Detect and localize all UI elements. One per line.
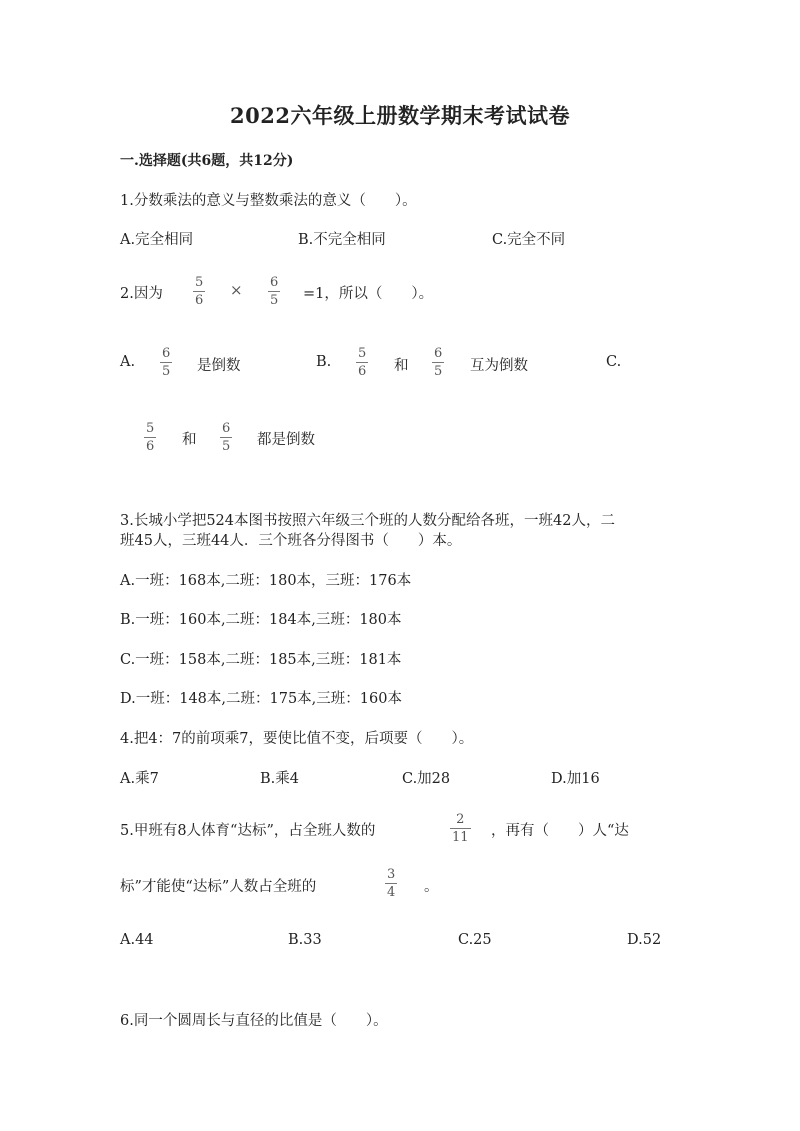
fraction-denominator: 5 <box>434 364 443 379</box>
fraction-numerator: 6 <box>162 346 171 361</box>
question-2-option-b-label: B. <box>316 354 332 370</box>
question-4-option-d: D.加16 <box>551 771 600 787</box>
fraction-numerator: 6 <box>434 346 443 361</box>
question-1-option-a: A.完全相同 <box>120 232 194 248</box>
fraction-denominator: 5 <box>270 293 279 308</box>
question-2-option-b-and: 和 <box>394 358 409 374</box>
question-4-option-c: C.加28 <box>402 771 451 787</box>
section-heading: 一.选择题(共6题，共12分) <box>120 153 294 169</box>
question-5-fraction-3-4 <box>385 868 397 900</box>
question-2-option-b-fraction-1 <box>356 347 368 379</box>
question-5-fraction-2-11 <box>450 813 471 845</box>
question-6-stem: 6.同一个圆周长与直径的比值是（ ）。 <box>120 1013 388 1029</box>
fraction-bar <box>193 291 205 292</box>
fraction-bar <box>268 291 280 292</box>
question-2-option-c-text: 都是倒数 <box>257 432 315 448</box>
fraction-denominator: 11 <box>452 830 469 845</box>
question-2-fraction-6-5 <box>268 276 280 308</box>
fraction-numerator: 6 <box>270 275 279 290</box>
fraction-denominator: 6 <box>195 293 204 308</box>
question-5-line-2-start: 标”才能使“达标”人数占全班的 <box>120 879 317 895</box>
question-5-line-1-start: 5.甲班有8人体育“达标”，占全班人数的 <box>120 823 376 839</box>
question-3-stem-line-2: 班45人，三班44人．三个班各分得图书（ ）本。 <box>120 533 462 549</box>
question-2-option-a-text: 是倒数 <box>197 358 241 374</box>
question-2-option-c-label: C. <box>606 354 622 370</box>
question-5-line-2-end: 。 <box>424 879 439 895</box>
fraction-numerator: 5 <box>146 421 155 436</box>
question-2-fraction-5-6 <box>193 276 205 308</box>
question-1-option-b: B.不完全相同 <box>298 232 386 248</box>
fraction-numerator: 5 <box>195 275 204 290</box>
fraction-bar <box>450 828 471 829</box>
fraction-bar <box>144 437 156 438</box>
fraction-denominator: 6 <box>146 439 155 454</box>
fraction-bar <box>220 437 232 438</box>
question-5-option-d: D.52 <box>627 932 662 948</box>
fraction-numerator: 2 <box>456 812 465 827</box>
fraction-numerator: 6 <box>222 421 231 436</box>
question-5-option-c: C.25 <box>458 932 492 948</box>
question-4-option-a: A.乘7 <box>120 771 159 787</box>
fraction-denominator: 5 <box>222 439 231 454</box>
question-2-option-c-fraction-1 <box>144 422 156 454</box>
question-2-option-a-label: A. <box>120 354 136 370</box>
question-3-option-a: A.一班：168本,二班：180本，三班：176本 <box>120 573 412 589</box>
question-2-option-a-fraction <box>160 347 172 379</box>
question-5-option-b: B.33 <box>288 932 322 948</box>
question-3-option-b: B.一班：160本,二班：184本,三班：180本 <box>120 612 402 628</box>
question-1-stem: 1.分数乘法的意义与整数乘法的意义（ ）。 <box>120 193 417 209</box>
question-2-option-b-fraction-2 <box>432 347 444 379</box>
question-3-option-d: D.一班：148本,二班：175本,三班：160本 <box>120 691 402 707</box>
fraction-bar <box>385 883 397 884</box>
fraction-numerator: 5 <box>358 346 367 361</box>
fraction-denominator: 5 <box>162 364 171 379</box>
question-2-option-c-fraction-2 <box>220 422 232 454</box>
question-2-prefix: 2.因为 <box>120 286 163 302</box>
question-5-line-1-end: ，再有（ ）人“达 <box>491 823 629 839</box>
question-3-stem-line-1: 3.长城小学把524本图书按照六年级三个班的人数分配给各班，一班42人，二 <box>120 513 615 529</box>
question-5-option-a: A.44 <box>120 932 154 948</box>
fraction-denominator: 6 <box>358 364 367 379</box>
fraction-denominator: 4 <box>387 885 396 900</box>
question-2-suffix: =1，所以（ ）。 <box>303 286 434 302</box>
fraction-bar <box>160 362 172 363</box>
question-1-option-c: C.完全不同 <box>492 232 566 248</box>
fraction-numerator: 3 <box>387 867 396 882</box>
fraction-bar <box>432 362 444 363</box>
question-2-option-c-and: 和 <box>182 432 197 448</box>
question-4-stem: 4.把4：7的前项乘7，要使比值不变，后项要（ ）。 <box>120 731 474 747</box>
multiply-sign: × <box>230 281 243 299</box>
question-3-option-c: C.一班：158本,二班：185本,三班：181本 <box>120 652 402 668</box>
fraction-bar <box>356 362 368 363</box>
question-2-option-b-text: 互为倒数 <box>470 358 528 374</box>
page-title: 2022六年级上册数学期末考试试卷 <box>230 103 570 128</box>
question-4-option-b: B.乘4 <box>260 771 299 787</box>
